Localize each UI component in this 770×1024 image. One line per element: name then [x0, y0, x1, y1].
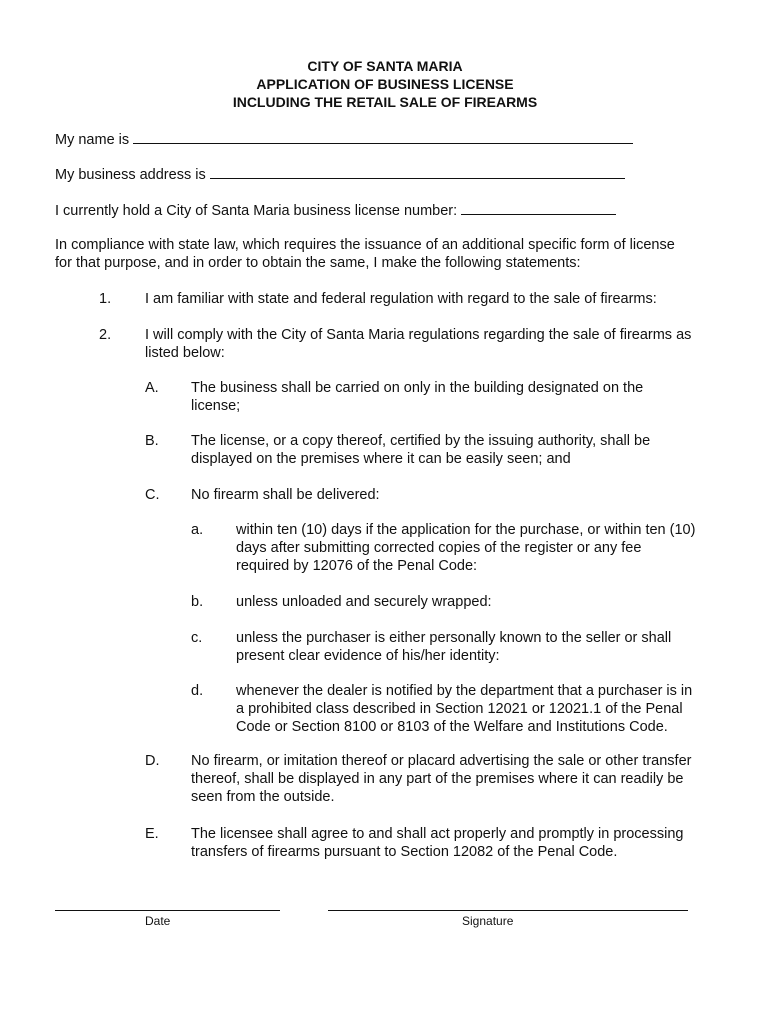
intro-line-1: In compliance with state law, which requires the issuance of an additional specific form of license: [55, 237, 675, 253]
item-2-number: 2.: [99, 327, 112, 343]
item-D-line-3: seen from the outside.: [191, 789, 335, 805]
header-firearms: INCLUDING THE RETAIL SALE OF FIREARMS: [232, 94, 538, 110]
header-application: APPLICATION OF BUSINESS LICENSE: [256, 76, 514, 92]
item-Cd-line-3: Code or Section 8100 or 8103 of the Welfare and Institutions Code.: [236, 719, 668, 735]
address-row: [55, 164, 625, 184]
item-Cd-line-1: whenever the dealer is notified by the department that a purchaser is in: [236, 683, 693, 699]
intro-line-2: for that purpose, and in order to obtain the same, I make the following statements:: [55, 255, 581, 271]
license-number-field[interactable]: [461, 200, 616, 215]
item-C-letter: C.: [145, 487, 160, 503]
item-B-line-2: displayed on the premises where it can be easily seen; and: [191, 451, 571, 467]
item-A-line-2: license;: [191, 398, 241, 414]
item-D-letter: D.: [145, 753, 160, 769]
name-label: My name is: [55, 132, 130, 148]
header-city: CITY OF SANTA MARIA: [307, 58, 463, 74]
signature-label: Signature: [462, 914, 514, 928]
name-field[interactable]: [133, 129, 633, 144]
item-C-line-1: No firearm shall be delivered:: [191, 487, 380, 503]
item-E-letter: E.: [145, 826, 159, 842]
item-D-line-1: No firearm, or imitation thereof or placard advertising the sale or other transfer: [191, 753, 692, 769]
license-row: [55, 200, 616, 220]
date-label: Date: [145, 914, 171, 928]
item-Cc-line-1: unless the purchaser is either personally known to the seller or shall: [236, 630, 672, 646]
item-2-line-1: I will comply with the City of Santa Maria regulations regarding the sale of firearms as: [145, 327, 692, 343]
item-Cd-line-2: a prohibited class described in Section 12021 or 12021.1 of the Penal: [236, 701, 683, 717]
item-Cb-line-1: unless unloaded and securely wrapped:: [236, 594, 492, 610]
item-Ca-line-1: within ten (10) days if the application for the purchase, or within ten (10): [236, 522, 696, 538]
date-line-thick[interactable]: [247, 910, 280, 911]
address-field[interactable]: [210, 164, 625, 179]
address-label: My business address is: [55, 167, 206, 183]
item-A-line-1: The business shall be carried on only in the building designated on the: [191, 380, 644, 396]
item-E-line-1: The licensee shall agree to and shall act properly and promptly in processing: [191, 826, 684, 842]
date-line-thin[interactable]: [55, 910, 247, 911]
item-E-line-2: transfers of firearms pursuant to Section 12082 of the Penal Code.: [191, 844, 618, 860]
item-Ca-letter: a.: [191, 522, 204, 538]
item-1-number: 1.: [99, 291, 112, 307]
name-row: [55, 129, 633, 149]
license-label: I currently hold a City of Santa Maria business license number:: [55, 203, 458, 219]
item-B-letter: B.: [145, 433, 159, 449]
item-Ca-line-3: required by 12076 of the Penal Code:: [236, 558, 478, 574]
item-Cc-letter: c.: [191, 630, 203, 646]
item-1-text: I am familiar with state and federal regulation with regard to the sale of firearms:: [145, 291, 657, 307]
item-2-line-2: listed below:: [145, 345, 225, 361]
item-Cc-line-2: present clear evidence of his/her identity:: [236, 648, 500, 664]
signature-line[interactable]: [328, 910, 688, 911]
item-Ca-line-2: days after submitting corrected copies of the register or any fee: [236, 540, 642, 556]
item-D-line-2: thereof, shall be displayed in any part of the premises where it can readily be: [191, 771, 684, 787]
item-Cb-letter: b.: [191, 594, 204, 610]
item-B-line-1: The license, or a copy thereof, certified by the issuing authority, shall be: [191, 433, 651, 449]
item-Cd-letter: d.: [191, 683, 204, 699]
item-A-letter: A.: [145, 380, 159, 396]
